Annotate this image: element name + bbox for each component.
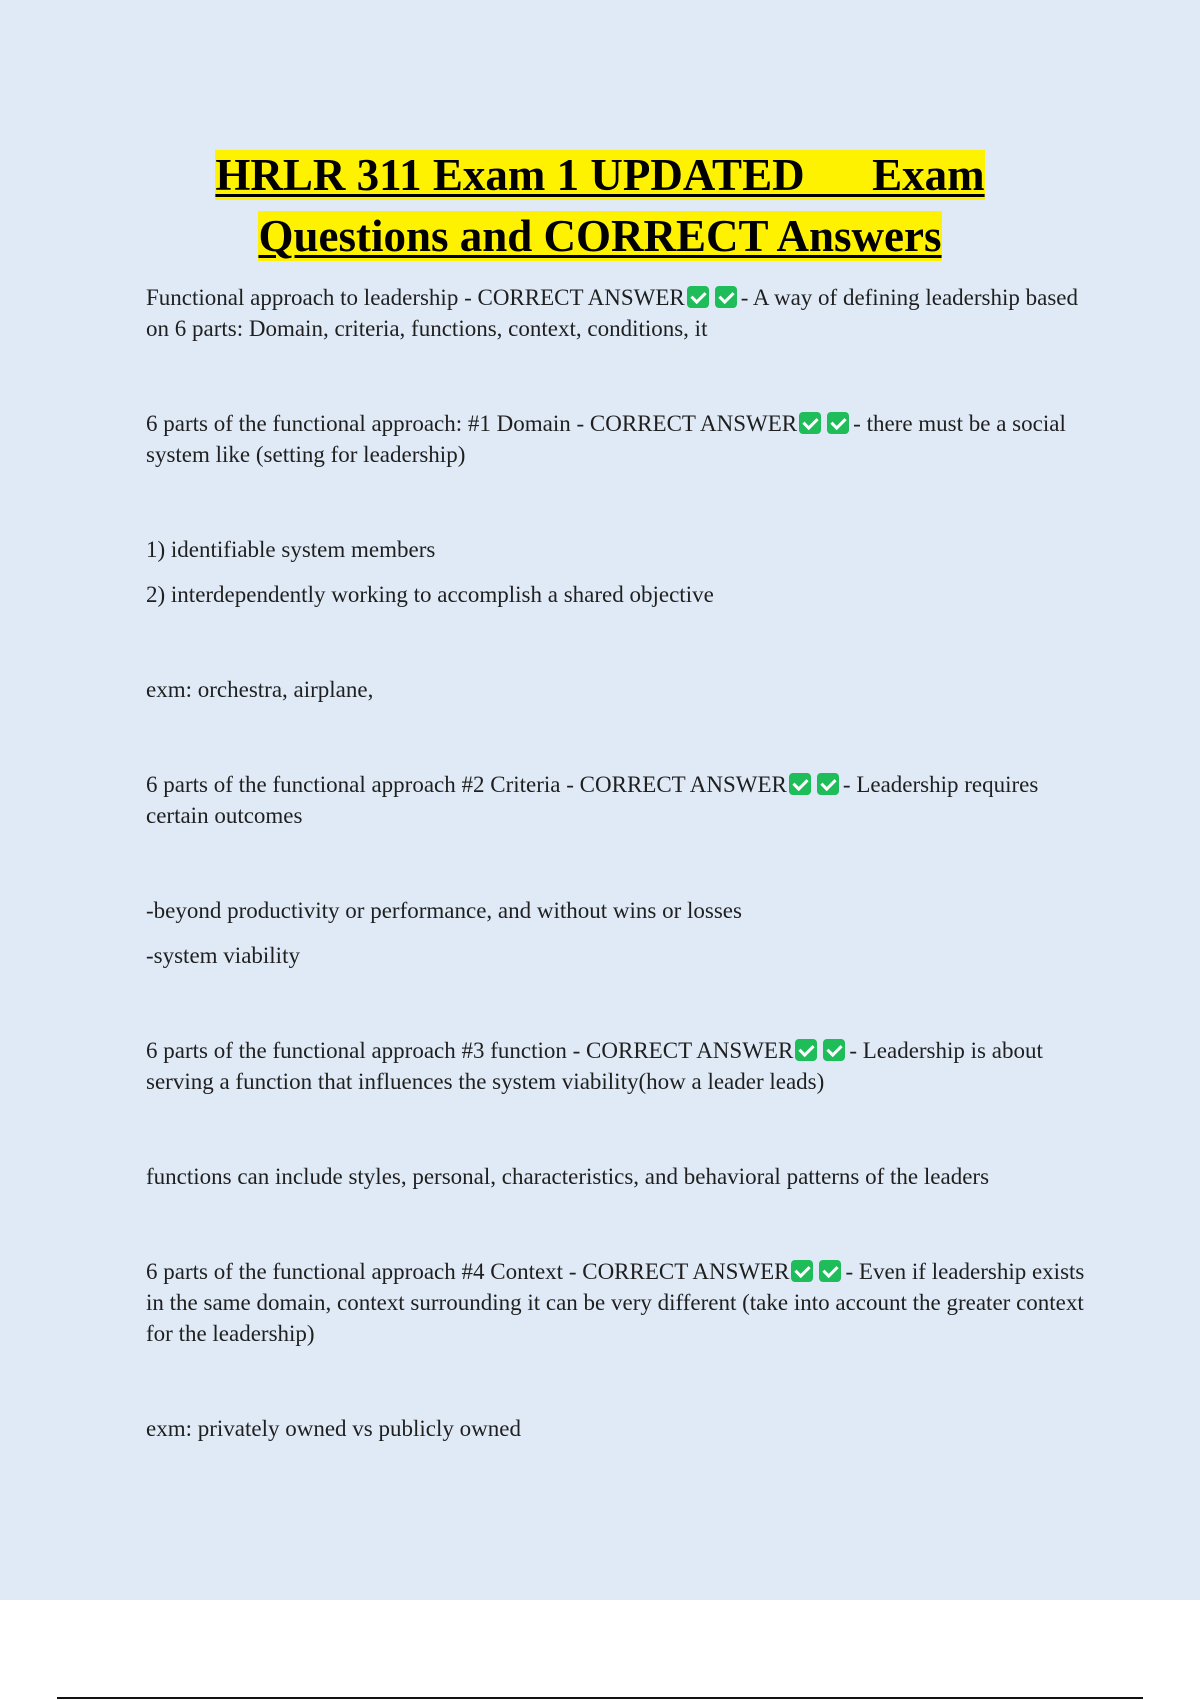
list-item: -beyond productivity or performance, and without wins or losses — [146, 898, 742, 923]
title-line-2: Questions and CORRECT Answers — [258, 211, 942, 261]
question-text: 6 parts of the functional approach: #1 Domain - CORRECT ANSWER — [146, 411, 798, 436]
answer-text: - A way of defining leadership based on 6 parts: Domain, criteria, functions, context, conditions, it — [146, 285, 1078, 341]
check-box-icon — [817, 773, 839, 795]
check-box-icon — [795, 1039, 817, 1061]
check-box-icon — [827, 412, 849, 434]
check-box-icon — [799, 412, 821, 434]
question-text: 6 parts of the functional approach #3 function - CORRECT ANSWER — [146, 1038, 794, 1063]
list-item: 1) identifiable system members — [146, 537, 436, 562]
list-item: 2) interdependently working to accomplish a shared objective — [146, 582, 714, 607]
question-text: Functional approach to leadership - CORRECT ANSWER — [146, 285, 685, 310]
check-box-icon — [789, 773, 811, 795]
document-body — [146, 282, 1086, 1444]
check-box-icon — [687, 286, 709, 308]
list-item: -system viability — [146, 943, 300, 968]
check-box-icon — [823, 1039, 845, 1061]
check-box-icon — [819, 1260, 841, 1282]
document-title — [0, 145, 1200, 267]
qa-entry — [146, 1256, 1086, 1349]
example-note: functions can include styles, personal, characteristics, and behavioral patterns of the leaders — [146, 1164, 990, 1189]
answer-text: - Even if leadership exists in the same domain, context surrounding it can be very different (take into account the greater context for the leadership) — [146, 1259, 1085, 1346]
answer-text: - Leadership is about serving a function that influences the system viability(how a leader leads) — [146, 1038, 1043, 1094]
check-box-icon — [715, 286, 737, 308]
example-note: exm: orchestra, airplane, — [146, 677, 374, 702]
title-line-1: HRLR 311 Exam 1 UPDATED Exam — [215, 150, 985, 200]
footer-divider — [57, 1697, 1143, 1699]
question-text: 6 parts of the functional approach #4 Context - CORRECT ANSWER — [146, 1259, 790, 1284]
check-box-icon — [791, 1260, 813, 1282]
example-note: exm: privately owned vs publicly owned — [146, 1416, 521, 1441]
answer-text: - there must be a social system like (setting for leadership) — [146, 411, 1066, 467]
question-text: 6 parts of the functional approach #2 Criteria - CORRECT ANSWER — [146, 772, 787, 797]
qa-entry — [146, 282, 1086, 344]
answer-text: - Leadership requires certain outcomes — [146, 772, 1039, 828]
qa-entry — [146, 1035, 1086, 1097]
qa-entry — [146, 408, 1086, 470]
qa-entry — [146, 769, 1086, 831]
